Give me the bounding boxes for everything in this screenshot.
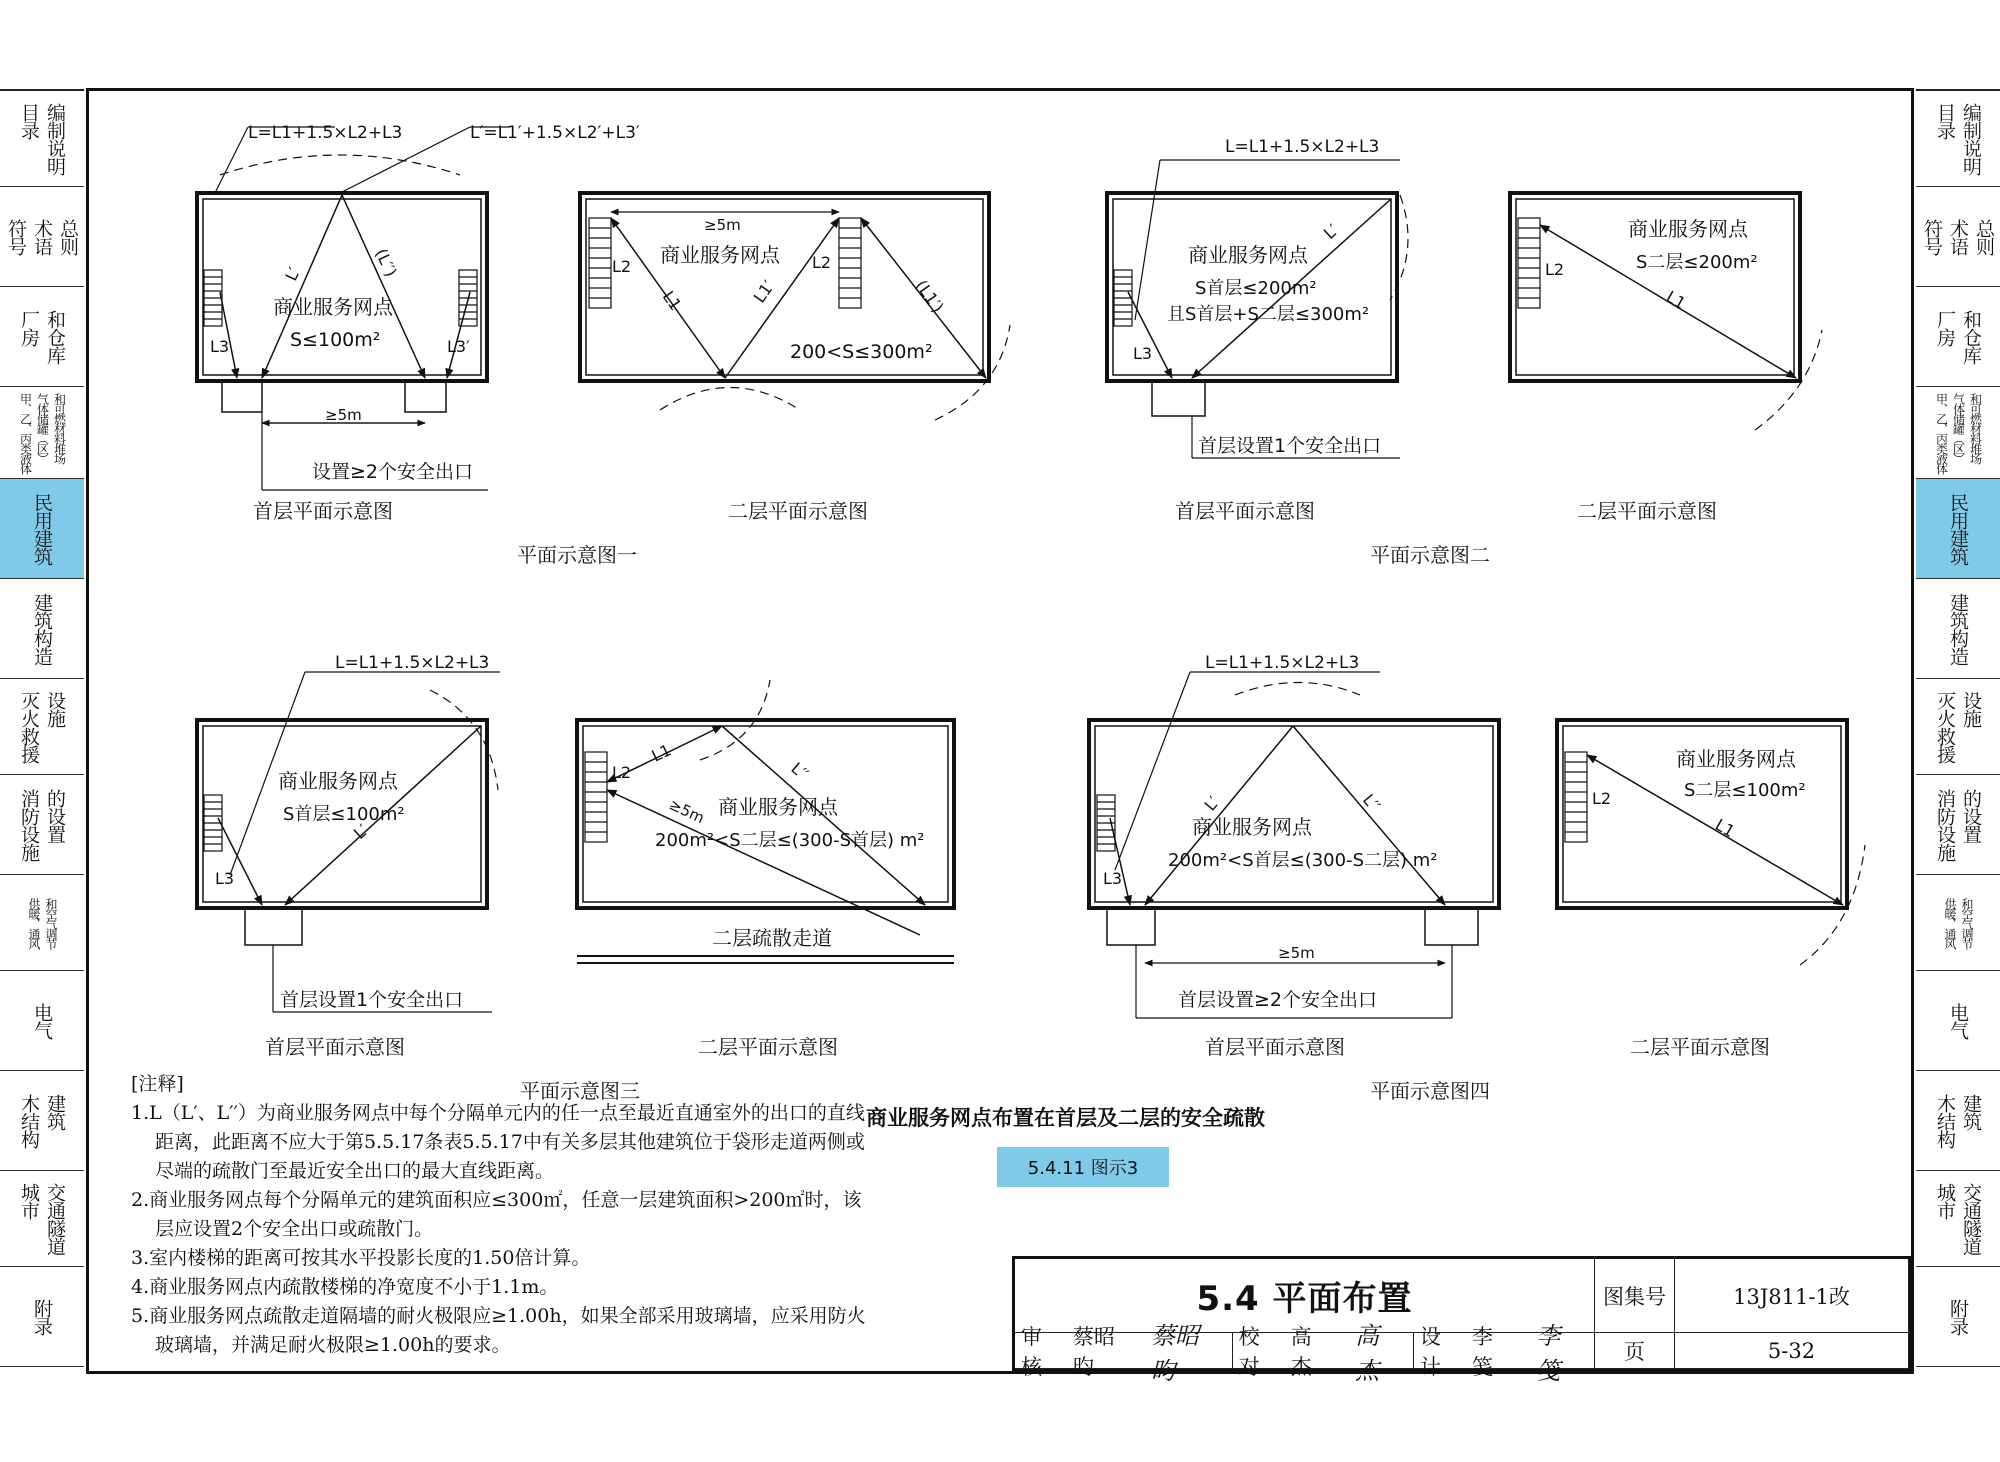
nav-tab-label: 电气: [1947, 1002, 1969, 1039]
dist-label: ≥5m: [666, 795, 708, 828]
area-label: 200m²<S首层≤(300-S二层) m²: [1168, 850, 1438, 871]
l1-label: L1: [658, 287, 686, 314]
design-label: 设计: [1419, 1324, 1441, 1379]
checker-name: 高 杰: [1290, 1324, 1312, 1379]
designer-signature: 李笺: [1536, 1321, 1561, 1385]
exits-label: 首层设置≥2个安全出口: [1178, 989, 1378, 1011]
nav-tab-label: 供暖、通风: [1943, 897, 1957, 948]
nav-tab-label: 目录: [18, 102, 40, 139]
second-floor-caption: 二层平面示意图: [1630, 1035, 1770, 1059]
plan3-caption: 平面示意图三: [520, 1079, 640, 1103]
lpp-label: L′′: [1358, 790, 1384, 815]
l3-label: L3: [210, 337, 230, 356]
nav-tab-label: 建筑构造: [1947, 592, 1969, 665]
l2-label: L2: [1592, 789, 1612, 808]
nav-tab-label: 符号: [1921, 218, 1943, 255]
nav-tab-label: 和仓库: [1960, 309, 1982, 364]
nav-tab-label: 消防设施: [1934, 788, 1956, 861]
nav-tab-label: 和可燃材料堆场: [1968, 392, 1983, 463]
figure-caption: 商业服务网点布置在首层及二层的安全疏散: [866, 1106, 1265, 1130]
nav-tab-label: 气体储罐（区）: [35, 392, 50, 463]
lpp-label: L′′: [787, 758, 813, 784]
nav-tab-label: 的设置: [44, 788, 66, 843]
shop-label: 商业服务网点: [1628, 217, 1748, 241]
l3p-label: L3′: [447, 337, 470, 356]
note-item: 2.商业服务网点每个分隔单元的建筑面积应≤300㎡，任意一层建筑面积>200㎡时，该层应设置2个安全出口或疏散门。: [131, 1189, 862, 1240]
nav-tab-label: 设施: [1960, 690, 1982, 727]
designer-name: 李 笺: [1471, 1324, 1493, 1379]
nav-tab-label: 厂房: [1934, 309, 1956, 346]
checker-signature: 高杰: [1355, 1321, 1380, 1385]
area-label-1: S首层≤200m²: [1195, 278, 1317, 299]
nav-tab-label: 供暖、通风: [27, 897, 41, 948]
l1pp-label: (L1′): [911, 276, 948, 317]
l2-label: L2: [1545, 260, 1565, 279]
l3-label: L3: [1133, 344, 1153, 363]
nav-tab-label: 和仓库: [44, 309, 66, 364]
atlas-label: 图集号: [1595, 1259, 1675, 1333]
nav-tab-label: 甲、乙、丙类液体: [1934, 392, 1949, 473]
nav-tab-label: 目录: [1934, 102, 1956, 139]
nav-tab-label: 和空气调节: [1960, 897, 1974, 948]
nav-tab-label: 交通隧道: [1960, 1182, 1982, 1255]
exit-label: 首层设置1个安全出口: [280, 989, 464, 1011]
corridor-label: 二层疏散走道: [712, 926, 832, 950]
shop-label: 商业服务网点: [1676, 747, 1796, 771]
formula-label: L=L1+1.5×L2+L3: [248, 123, 403, 143]
second-floor-caption: 二层平面示意图: [698, 1035, 838, 1059]
nav-tab-label: 和可燃材料堆场: [52, 392, 67, 463]
nav-tab-label: 消防设施: [18, 788, 40, 861]
nav-tab-label: 总则: [57, 218, 79, 255]
nav-tab-label: 城市: [1934, 1182, 1956, 1219]
nav-tab-label: 民用建筑: [31, 492, 53, 565]
nav-tab-label: 术语: [1947, 218, 1969, 255]
dist-label: ≥5m: [1278, 944, 1315, 962]
l1-label: L1: [1712, 815, 1739, 842]
nav-tab-label: 建筑: [44, 1093, 66, 1130]
formula-prime-label: L′=L1′+1.5×L2′+L3′: [470, 123, 640, 143]
check-label: 校对: [1238, 1324, 1260, 1379]
page-label: 页: [1595, 1333, 1675, 1369]
area-label: 200<S≤300m²: [790, 341, 933, 363]
nav-tab-label: 民用建筑: [1947, 492, 1969, 565]
second-floor-caption: 二层平面示意图: [728, 499, 868, 523]
plan1-caption: 平面示意图一: [517, 543, 637, 567]
review-label: 审核: [1021, 1324, 1042, 1379]
dist-label: ≥5m: [704, 216, 741, 234]
nav-tab-label: 木结构: [1934, 1093, 1956, 1148]
formula-label: L=L1+1.5×L2+L3: [335, 653, 490, 673]
second-floor-caption: 二层平面示意图: [1577, 499, 1717, 523]
dist-label: ≥5m: [325, 406, 362, 424]
lp-label: L′: [1200, 792, 1224, 815]
nav-tab-label: 术语: [31, 218, 53, 255]
first-floor-caption: 首层平面示意图: [1175, 499, 1315, 523]
nav-tab-label: 总则: [1973, 218, 1995, 255]
nav-tab-label: 编制说明: [44, 102, 66, 175]
reviewer-signature: 蔡昭昀: [1151, 1321, 1200, 1385]
title-block: [1012, 1256, 1912, 1385]
shop-label: 商业服务网点: [1188, 243, 1308, 267]
area-label: S首层≤100m²: [283, 804, 405, 825]
l2-label: L2: [812, 253, 832, 272]
l1-label: L1: [648, 740, 674, 766]
area-label: S二层≤200m²: [1636, 252, 1758, 273]
nav-tab-label: 木结构: [18, 1093, 40, 1148]
nav-tab-label: 灭火救援: [18, 690, 40, 763]
nav-tab-label: 设施: [44, 690, 66, 727]
nav-tab-label: 附录: [31, 1298, 53, 1335]
notes-block: [127, 1070, 877, 1360]
l2-label: L2: [612, 763, 632, 782]
nav-tab-label: 编制说明: [1960, 102, 1982, 175]
nav-tab-label: 符号: [5, 218, 27, 255]
shop-label: 商业服务网点: [660, 243, 780, 267]
nav-tab-label: 城市: [18, 1182, 40, 1219]
nav-tab-label: 灭火救援: [1934, 690, 1956, 763]
note-item: 1.L（L′、L′′）为商业服务网点中每个分隔单元内的任一点至最近直通室外的出口的直线距离，此距离不应大于第5.5.17条表5.5.17中有关多层其他建筑位于袋形走道两侧或尽端的疏散门至最近安全出口的最大直线距离。: [131, 1102, 865, 1182]
area-label: S≤100m²: [290, 329, 381, 351]
lpp-label: (L′′): [371, 245, 401, 280]
nav-tab-label: 厂房: [18, 309, 40, 346]
exits-label: 设置≥2个安全出口: [312, 461, 474, 483]
nav-tab-label: 气体储罐（区）: [1951, 392, 1966, 463]
area-label: S二层≤100m²: [1684, 780, 1806, 801]
nav-tab-label: 建筑: [1960, 1093, 1982, 1130]
reviewer-name: 蔡昭昀: [1073, 1324, 1116, 1379]
l3-label: L3: [1103, 869, 1123, 888]
shop-label: 商业服务网点: [278, 769, 398, 793]
formula-label: L=L1+1.5×L2+L3: [1225, 137, 1380, 157]
lp-label: L′: [281, 264, 304, 284]
first-floor-caption: 首层平面示意图: [1205, 1035, 1345, 1059]
nav-tab-label: 的设置: [1960, 788, 1982, 843]
formula-label: L=L1+1.5×L2+L3: [1205, 653, 1360, 673]
l1-label: L1: [1663, 287, 1690, 314]
figure-badge[interactable]: 5.4.11 图示3: [997, 1147, 1169, 1187]
section-title: 5.4 平面布置: [1015, 1259, 1595, 1333]
note-item: 5.商业服务网点疏散走道隔墙的耐火极限应≥1.00h，如果全部采用玻璃墙，应采用防火玻璃墙，并满足耐火极限≥1.00h的要求。: [131, 1305, 866, 1356]
plan2-caption: 平面示意图二: [1370, 543, 1490, 567]
nav-tab-label: 附录: [1947, 1298, 1969, 1335]
first-floor-caption: 首层平面示意图: [253, 499, 393, 523]
l1p-label: L1′: [749, 276, 779, 307]
page-number: 5-32: [1675, 1333, 1909, 1369]
nav-tab-label: 建筑构造: [31, 592, 53, 665]
note-item: 3.室内楼梯的距离可按其水平投影长度的1.50倍计算。: [131, 1247, 591, 1269]
lp-label: L′: [349, 820, 373, 843]
nav-tab-label: 和空气调节: [44, 897, 58, 948]
notes-heading: [注释]: [131, 1073, 184, 1095]
shop-label: 商业服务网点: [1192, 815, 1312, 839]
first-floor-caption: 首层平面示意图: [265, 1035, 405, 1059]
exit-label: 首层设置1个安全出口: [1198, 435, 1382, 457]
shop-label: 商业服务网点: [273, 295, 393, 319]
area-label-2: 且S首层+S二层≤300m²: [1167, 304, 1370, 325]
nav-tab-label: 交通隧道: [44, 1182, 66, 1255]
atlas-number: 13J811-1改: [1675, 1259, 1909, 1333]
nav-tab-label: 电气: [31, 1002, 53, 1039]
nav-tab-label: 甲、乙、丙类液体: [18, 392, 33, 473]
l2-label: L2: [612, 257, 632, 276]
plan4-caption: 平面示意图四: [1370, 1079, 1490, 1103]
lp-label: L′: [1319, 220, 1343, 243]
l3-label: L3: [215, 869, 235, 888]
shop-label: 商业服务网点: [718, 795, 838, 819]
note-item: 4.商业服务网点内疏散楼梯的净宽度不小于1.1m。: [131, 1276, 559, 1298]
area-label: 200m²<S二层≤(300-S首层) m²: [655, 830, 925, 851]
signature-row: [1015, 1321, 1595, 1385]
